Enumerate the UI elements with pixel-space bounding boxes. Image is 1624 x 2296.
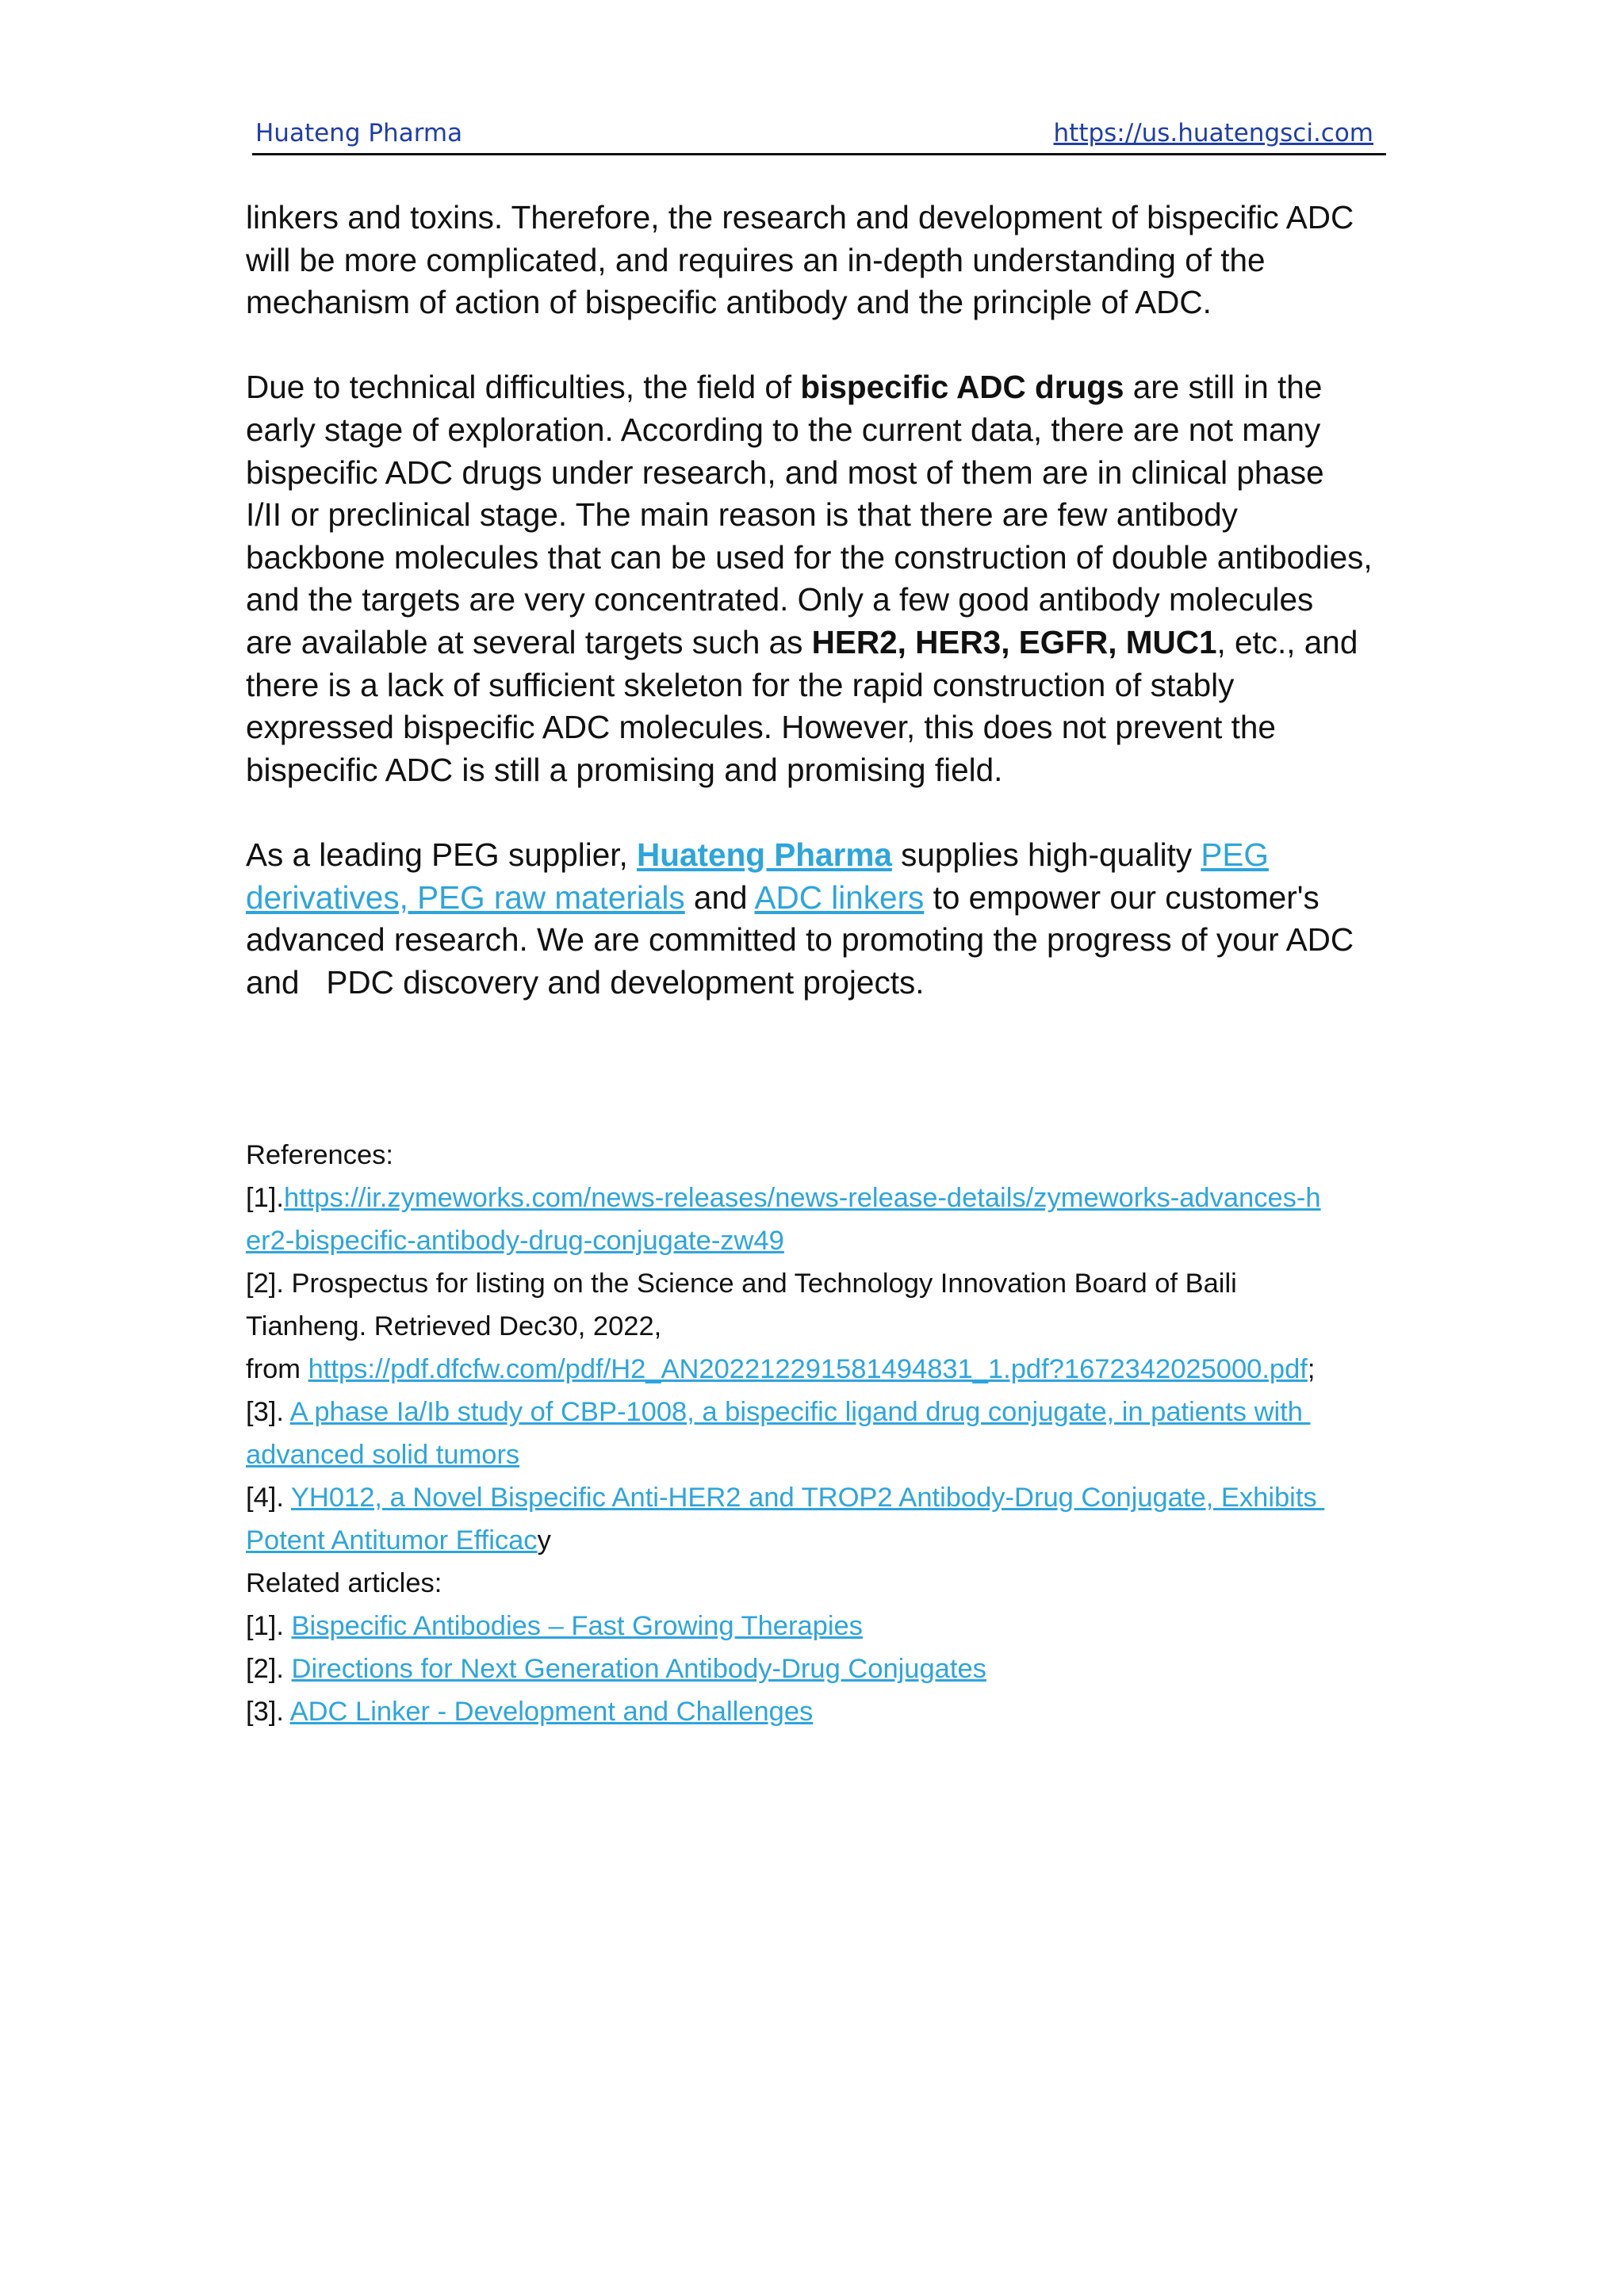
reference-4-cont bbox=[246, 1519, 1396, 1562]
reference-1 bbox=[246, 1177, 1396, 1219]
reference-2-cont: Tianheng. Retrieved Dec30, 2022, bbox=[246, 1311, 662, 1341]
reference-1-link[interactable]: https://ir.zymeworks.com/news-releases/news-release-details/zymeworks-advances-h bbox=[283, 1183, 1321, 1213]
text-segment: Due to technical difficulties, the field of bbox=[246, 369, 801, 406]
text-line: early stage of exploration. According to the current data, there are not many bbox=[246, 411, 1321, 448]
page-header bbox=[252, 117, 1386, 155]
reference-2-source bbox=[246, 1348, 1396, 1391]
text-line: expressed bispecific ADC molecules. However, this does not prevent the bbox=[246, 709, 1276, 746]
reference-3-link-cont[interactable]: advanced solid tumors bbox=[246, 1440, 520, 1470]
bold-term-targets: HER2, HER3, EGFR, MUC1 bbox=[811, 623, 1217, 660]
text-line: and PDC discovery and development projects. bbox=[246, 963, 925, 1001]
header-brand: Huateng Pharma bbox=[255, 119, 463, 147]
text-line: there is a lack of sufficient skeleton for the rapid construction of stably bbox=[246, 666, 1235, 703]
references-section bbox=[246, 1134, 1396, 1733]
text-line: and the targets are very concentrated. Only a few good antibody molecules bbox=[246, 581, 1314, 618]
related-article-1-link[interactable]: Bispecific Antibodies – Fast Growing Therapies bbox=[291, 1611, 863, 1641]
text-line: bispecific ADC drugs under research, and most of them are in clinical phase bbox=[246, 453, 1324, 491]
reference-number: [3]. bbox=[246, 1397, 290, 1427]
related-article-2 bbox=[246, 1647, 1396, 1690]
bold-term-bispecific-adc-drugs: bispecific ADC drugs bbox=[800, 369, 1124, 406]
related-article-2-link[interactable]: Directions for Next Generation Antibody-Drug Conjugates bbox=[291, 1654, 986, 1684]
article-body bbox=[246, 197, 1396, 1047]
reference-number: [1]. bbox=[246, 1183, 284, 1213]
reference-1-cont bbox=[246, 1219, 1396, 1262]
paragraph-intro bbox=[246, 197, 1396, 324]
references-heading: References: bbox=[246, 1140, 394, 1170]
related-number: [3]. bbox=[246, 1697, 290, 1727]
related-article-3 bbox=[246, 1690, 1396, 1733]
text-segment: y bbox=[537, 1525, 551, 1556]
peg-derivatives-link[interactable]: PEG bbox=[1201, 836, 1269, 873]
text-line: backbone molecules that can be used for the construction of double antibodies, bbox=[246, 538, 1373, 576]
related-number: [2]. bbox=[246, 1654, 292, 1684]
text-line: advanced research. We are committed to promoting the progress of your ADC bbox=[246, 921, 1354, 959]
related-articles-heading: Related articles: bbox=[246, 1568, 442, 1598]
reference-4-link-cont[interactable]: Potent Antitumor Efficac bbox=[246, 1525, 538, 1556]
text-segment: As a leading PEG supplier, bbox=[246, 836, 638, 873]
reference-3 bbox=[246, 1391, 1396, 1433]
reference-2-link[interactable]: https://pdf.dfcfw.com/pdf/H2_AN202212291581494831_1.pdf?1672342025000.pdf bbox=[308, 1354, 1308, 1384]
peg-derivatives-link-cont[interactable]: derivatives, PEG raw materials bbox=[246, 878, 685, 916]
huateng-pharma-link[interactable]: Huateng Pharma bbox=[637, 836, 892, 873]
reference-3-cont bbox=[246, 1433, 1396, 1476]
related-number: [1]. bbox=[246, 1611, 292, 1641]
text-segment: are still in the bbox=[1124, 369, 1323, 406]
text-line: bispecific ADC is still a promising and promising field. bbox=[246, 751, 1003, 788]
text-line: linkers and toxins. Therefore, the research and development of bispecific ADC bbox=[246, 199, 1354, 235]
related-article-1 bbox=[246, 1605, 1396, 1647]
reference-3-link[interactable]: A phase Ia/Ib study of CBP-1008, a bispecific ligand drug conjugate, in patients with bbox=[289, 1397, 1311, 1427]
text-line: mechanism of action of bispecific antibody and the principle of ADC. bbox=[246, 284, 1212, 321]
text-segment: , etc., and bbox=[1216, 623, 1358, 660]
paragraph-supplier bbox=[246, 834, 1396, 1004]
reference-1-link-cont[interactable]: er2-bispecific-antibody-drug-conjugate-zw49 bbox=[246, 1226, 784, 1256]
text-segment: are available at several targets such as bbox=[246, 623, 812, 660]
paragraph-difficulties bbox=[246, 366, 1396, 791]
from-label: from bbox=[246, 1354, 308, 1384]
related-article-3-link[interactable]: ADC Linker - Development and Challenges bbox=[289, 1697, 814, 1727]
text-segment: and bbox=[684, 878, 755, 916]
adc-linkers-link[interactable]: ADC linkers bbox=[754, 878, 925, 916]
reference-number: [4]. bbox=[246, 1483, 291, 1513]
text-line: I/II or preclinical stage. The main reason is that there are few antibody bbox=[246, 496, 1238, 534]
text-segment: to empower our customer's bbox=[924, 878, 1320, 916]
reference-2: [2]. Prospectus for listing on the Science and Technology Innovation Board of Baili bbox=[246, 1269, 1237, 1299]
text-segment: supplies high-quality bbox=[891, 836, 1201, 873]
reference-4 bbox=[246, 1476, 1396, 1519]
text-line: will be more complicated, and requires an in-depth understanding of the bbox=[246, 241, 1266, 278]
header-url-link[interactable]: https://us.huatengsci.com bbox=[1053, 119, 1373, 147]
reference-4-link[interactable]: YH012, a Novel Bispecific Anti-HER2 and TROP2 Antibody-Drug Conjugate, Exhibits bbox=[290, 1483, 1325, 1513]
punctuation: ; bbox=[1307, 1354, 1316, 1384]
